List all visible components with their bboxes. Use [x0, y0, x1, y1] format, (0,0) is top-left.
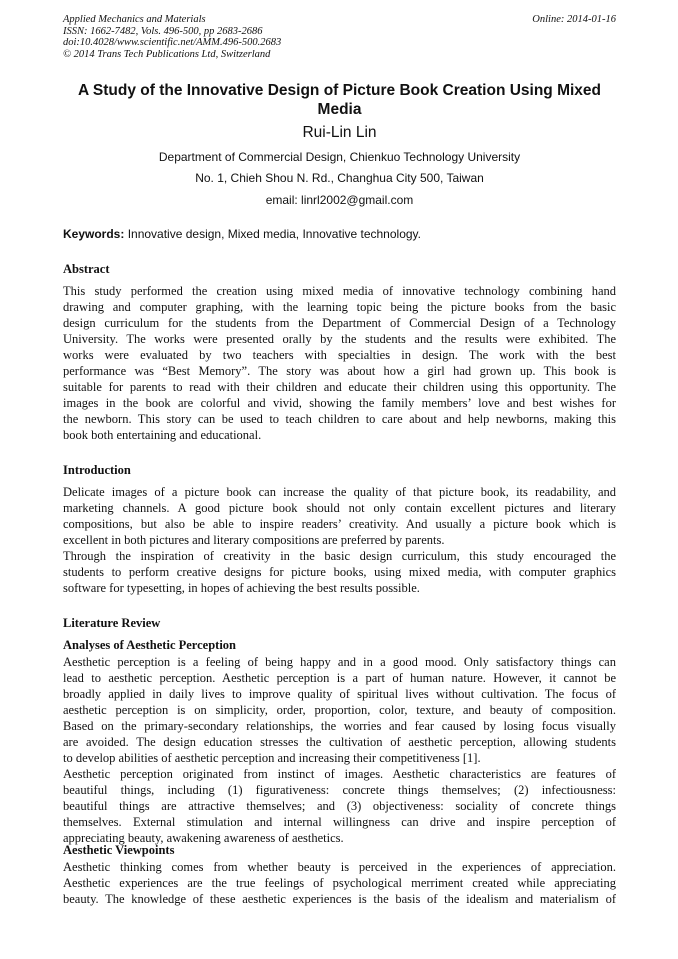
text-line: lead to aesthetic perception. Aesthetic perception is a part of human nature. However, it cannot be — [63, 671, 616, 685]
text-line: software for typesetting, in hopes of achieving the best results possible. — [63, 581, 420, 595]
text-line: Through the inspiration of creativity in the basic design curriculum, this study encouraged the — [63, 549, 616, 563]
text-line: broadly applied in daily lives to improve quality of spiritual lives without cultivation. The focus of — [63, 687, 616, 701]
doi-line: doi:10.4028/www.scientific.net/AMM.496-500.2683 — [63, 37, 282, 48]
text-line: students to perform creative designs for picture books, using mixed media, with computer graphics — [63, 565, 616, 579]
text-line: themselves. External stimulation and internal willingness can drive and inspire perception of — [63, 815, 616, 829]
text-line: This study performed the creation using mixed media of innovative technology combining hand — [63, 284, 616, 298]
keywords-text: Innovative design, Mixed media, Innovative technology. — [124, 227, 421, 241]
text-line: are avoided. The design education stresses the cultivation of aesthetic perception, allowing students — [63, 735, 616, 749]
text-line: Aesthetic experiences are the true feelings of psychological merriment created while appreciating — [63, 876, 616, 890]
text-line: design curriculum for the students from the Department of Commercial Design of a Technology — [63, 316, 616, 330]
affiliation-address: No. 1, Chieh Shou N. Rd., Changhua City 500, Taiwan — [195, 171, 484, 185]
text-line: beautiful things are attractive themselves; and (3) objectiveness: sociality of concrete things — [63, 799, 616, 813]
text-line: book both entertaining and educational. — [63, 428, 262, 442]
text-line: aesthetic perception is on simplicity, order, proportion, color, texture, and beauty of composition. — [63, 703, 616, 717]
text-line: performance was “Best Memory”. The story was about how a girl had grown up. This book is — [63, 364, 616, 378]
title-line: Media — [317, 101, 362, 118]
subsection-aesthetic-viewpoints: Aesthetic Viewpoints — [63, 843, 175, 857]
introduction-paragraph-2 — [63, 548, 616, 596]
subsection-aesthetic-perception: Analyses of Aesthetic Perception — [63, 638, 237, 652]
author-email: email: linrl2002@gmail.com — [265, 193, 414, 207]
text-line: suitable for parents to read with their children and educate their children using this opportunity. The — [63, 380, 616, 394]
literature-paragraph-2 — [63, 766, 616, 846]
literature-paragraph-1 — [63, 654, 616, 766]
journal-header — [63, 14, 616, 60]
introduction-paragraph-1 — [63, 484, 616, 548]
literature-paragraph-3 — [63, 859, 616, 907]
online-date: Online: 2014-01-16 — [532, 14, 616, 25]
journal-name: Applied Mechanics and Materials — [63, 14, 206, 25]
author-name: Rui-Lin Lin — [302, 124, 377, 141]
text-line: marketing channels. A good picture book should not only contain excellent pictures and literary — [63, 501, 616, 515]
keywords-label: Keywords: — [63, 227, 125, 241]
text-line: to develop abilities of aesthetic perception and increasing their competitiveness [1]. — [63, 751, 481, 765]
text-line: works were evaluated by two teachers with specialties in design. The work with the best — [63, 348, 616, 362]
paper-title — [63, 81, 616, 119]
title-line: A Study of the Innovative Design of Picture Book Creation Using Mixed — [77, 82, 602, 99]
copyright-line: © 2014 Trans Tech Publications Ltd, Switzerland — [63, 48, 271, 60]
text-line: Aesthetic perception is a feeling of being happy and in a good mood. Only satisfactory things can — [63, 655, 616, 669]
affiliation-department: Department of Commercial Design, Chienkuo Technology University — [158, 150, 521, 164]
text-line: compositions, but also be able to inspire readers’ creativity. And usually a picture book which is — [63, 517, 616, 531]
text-line: images in the book are colorful and vivid, showing the family members’ love and best wishes for — [63, 396, 616, 410]
abstract-heading: Abstract — [63, 262, 110, 276]
literature-review-heading: Literature Review — [63, 616, 161, 630]
text-line: Aesthetic perception originated from instinct of images. Aesthetic characteristics are features of — [63, 767, 616, 781]
text-line: appreciating beauty, awakening awareness of aesthetics. — [63, 831, 344, 845]
text-line: excellent in both pictures and literary compositions are preferred by parents. — [63, 533, 445, 547]
text-line: University. The works were presented orally by the students and the results were exhibited. The — [63, 332, 616, 346]
keywords — [63, 227, 616, 241]
text-line: beauty. The knowledge of these aesthetic experiences is the basis of the idealism and materialism of — [63, 892, 616, 906]
abstract-paragraph — [63, 283, 616, 443]
text-line: Aesthetic thinking comes from whether beauty is perceived in the experiences of appreciation. — [63, 860, 616, 874]
introduction-heading: Introduction — [63, 463, 131, 477]
issn-line: ISSN: 1662-7482, Vols. 496-500, pp 2683-2686 — [63, 25, 263, 37]
text-line: Delicate images of a picture book can increase the quality of that picture book, its readability, and — [63, 485, 616, 499]
text-line: the newborn. This story can be used to teach children to care about and help newborns, making this — [63, 412, 616, 426]
text-line: beautiful things, including (1) figurativeness: concrete things themselves; (2) infectiousness: — [63, 783, 616, 797]
text-line: drawing and computer graphing, with the learning topic being the picture books from the basic — [63, 300, 616, 314]
text-line: Based on the primary-secondary relationships, the worries and fear caused by losing focus visually — [63, 719, 616, 733]
